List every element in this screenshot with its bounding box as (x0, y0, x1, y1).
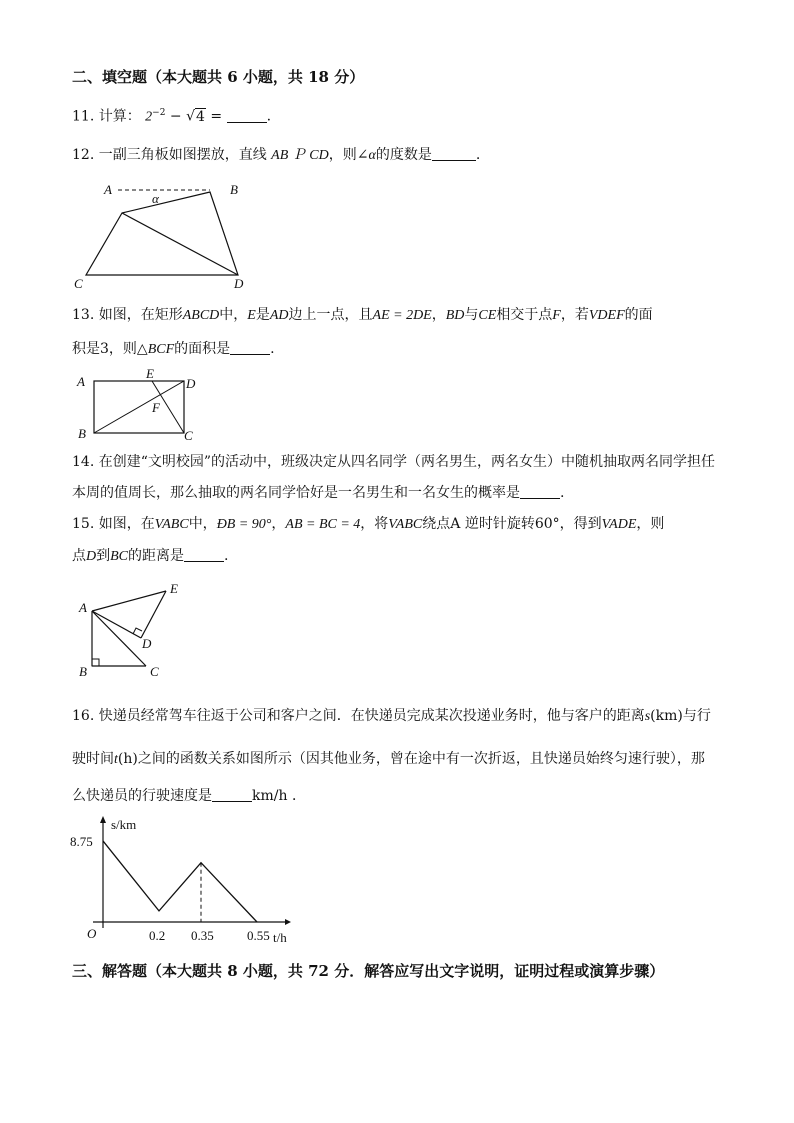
q12-text-a: 12. 一副三角板如图摆放，直线 (72, 147, 267, 163)
q13-ce: CE (478, 308, 497, 323)
q15-text: ，则 (636, 516, 665, 532)
q16-answer-blank[interactable] (212, 787, 252, 802)
q15-side-ad (92, 611, 141, 638)
q15-vabc2: VABC (388, 517, 423, 532)
q13-bcf: BCF (147, 342, 175, 357)
question-15-line-2 (72, 547, 228, 566)
q16-km: (km) (650, 708, 683, 724)
q11-base: 2 (145, 109, 153, 125)
q15-side-ed (141, 591, 166, 638)
q12-end: . (475, 147, 481, 163)
question-16-line-3 (72, 787, 306, 805)
q11-text: 11. 计算： (72, 108, 141, 125)
q13-text: 的面 (624, 307, 653, 323)
q13-text: 积是3，则△ (72, 341, 148, 357)
q13-text: ，若 (560, 307, 589, 323)
q16-h: (h) (117, 751, 138, 767)
q15-d: D (86, 549, 97, 564)
q15-label-E: E (170, 581, 178, 596)
q12-figure (70, 178, 260, 293)
q16-text: 么快递员的行驶速度是 (72, 788, 212, 804)
q13-vdef: VDEF (588, 308, 625, 323)
q15-text: 中， (188, 516, 217, 532)
q13-label-D: D (186, 376, 196, 391)
q12-label-B: B (230, 182, 238, 197)
q11-end: . (266, 108, 272, 125)
q13-text: 的面积是 (174, 341, 231, 357)
q15-right-angle-d (133, 628, 142, 634)
q12-label-alpha: α (152, 191, 159, 206)
q16-text: 16. 快递员经常驾车往返于公司和客户之间．在快递员完成某次投递业务时，他与客户的距离 (72, 708, 645, 724)
q12-answer-blank[interactable] (432, 146, 476, 161)
q13-answer-blank[interactable] (230, 340, 270, 355)
q15-text: 15. 如图，在 (72, 516, 155, 532)
q13-text: 相交于点 (496, 307, 553, 323)
q15-ab: AB = BC = 4 (285, 517, 361, 532)
q13-text: 与 (464, 307, 479, 323)
q13-text: 边上一点，且 (288, 307, 373, 323)
q15-end: . (224, 548, 229, 564)
q13-bd: BD (445, 308, 465, 323)
q16-distance-time-chart (70, 815, 300, 945)
q15-text: 点 (72, 548, 86, 564)
q13-text: 中， (219, 307, 248, 323)
q15-text: ，将 (360, 516, 389, 532)
q15-label-B: B (79, 664, 87, 679)
q16-s: s (644, 709, 651, 724)
series-line (103, 841, 257, 922)
q15-vabc: VABC (154, 517, 189, 532)
q11-answer-blank[interactable] (227, 108, 267, 123)
question-14-line-1: 14. 在创建“文明校园”的活动中，班级决定从四名同学（两名男生，两名女生）中随机抽取两名同学担任 (72, 454, 716, 470)
q15-label-A: A (79, 600, 87, 615)
q12-label-D: D (234, 276, 244, 291)
question-11: 11. 计算： $2^{-2} - √4$ = . (72, 108, 272, 125)
q13-ae: AE = 2DE (372, 308, 432, 323)
q15-angle: ÐB = 90° (216, 517, 272, 532)
q16-text: 之间的函数关系如图所示（因其他业务，曾在途中有一次折返，且快递员始终匀速行驶），那 (137, 751, 705, 767)
q13-ad: AD (269, 308, 289, 323)
q13-diagonal-bd (94, 381, 184, 433)
q13-figure (74, 368, 214, 444)
x-axis-arrow (285, 919, 291, 925)
question-13-line-1 (72, 306, 653, 325)
q15-right-angle-b (92, 659, 99, 666)
q12-alpha: α (368, 148, 376, 163)
q13-label-F: F (152, 400, 160, 415)
q13-label-A: A (77, 374, 85, 389)
q11-sqrt-arg: 4 (196, 108, 205, 125)
q12-text-b: ，则∠ (328, 147, 369, 163)
q11-minus: − (169, 108, 182, 125)
q12-label-C: C (74, 276, 83, 291)
q15-text: 的距离是 (128, 548, 185, 564)
q13-f: F (552, 308, 561, 323)
q16-text: km/h ． (252, 788, 306, 804)
q15-figure (74, 578, 194, 682)
q12-expr: AB Ｐ CD (271, 148, 329, 163)
q15-text: 绕点A 逆时针旋转60°，得到 (422, 516, 602, 532)
y-tick-label: 8.75 (70, 833, 93, 849)
q15-text: 到 (96, 548, 111, 564)
q15-label-C: C (150, 664, 159, 679)
q13-text: 是 (255, 307, 270, 323)
question-14-line-2 (72, 484, 564, 502)
q13-label-E: E (146, 366, 154, 381)
question-16-line-1 (72, 707, 711, 726)
q15-bc: BC (110, 549, 129, 564)
q15-label-D: D (142, 636, 152, 651)
q13-abcd: ABCD (182, 308, 220, 323)
x-tick-label: 0.55 (247, 928, 270, 943)
q13-e: E (247, 308, 256, 323)
question-16-line-2 (72, 750, 705, 769)
q16-t: t (114, 752, 118, 767)
x-tick-label: 0.2 (149, 928, 166, 943)
q14-text: 本周的值周长，那么抽取的两名同学恰好是一名男生和一名女生的概率是 (72, 485, 520, 501)
q15-text: ， (271, 516, 286, 532)
q11-exponent: −2 (152, 108, 166, 118)
y-axis-label: s/km (111, 817, 137, 832)
origin-label: O (87, 926, 97, 941)
q13-text: ， (431, 307, 446, 323)
q13-end: . (270, 341, 275, 357)
q15-side-ac (92, 611, 146, 666)
q13-text: 13. 如图，在矩形 (72, 307, 183, 323)
q16-text: 与行 (682, 708, 711, 724)
question-15-line-1 (72, 515, 664, 534)
q13-label-C: C (184, 428, 193, 443)
q15-vade: VADE (601, 517, 637, 532)
question-13-line-2 (72, 340, 275, 359)
q14-end: . (560, 485, 565, 501)
section-heading-fill-in: 二、填空题（本大题共 6 小题，共 18 分） (72, 68, 365, 86)
q12-label-A: A (104, 182, 112, 197)
x-tick-label: 0.35 (191, 928, 214, 943)
x-axis-label: t/h (273, 930, 287, 945)
q15-answer-blank[interactable] (184, 547, 224, 562)
q12-text-c: 的度数是 (375, 147, 432, 163)
section-heading-answer: 三、解答题（本大题共 8 小题，共 72 分．解答应写出文字说明，证明过程或演算步骤） (72, 962, 665, 980)
y-axis-arrow (100, 816, 106, 823)
q14-answer-blank[interactable] (520, 484, 560, 499)
question-12 (72, 146, 480, 165)
q16-text: 驶时间 (72, 751, 114, 767)
q13-label-B: B (78, 426, 86, 441)
q15-side-ae (92, 591, 166, 611)
q11-equals: = (210, 108, 223, 125)
